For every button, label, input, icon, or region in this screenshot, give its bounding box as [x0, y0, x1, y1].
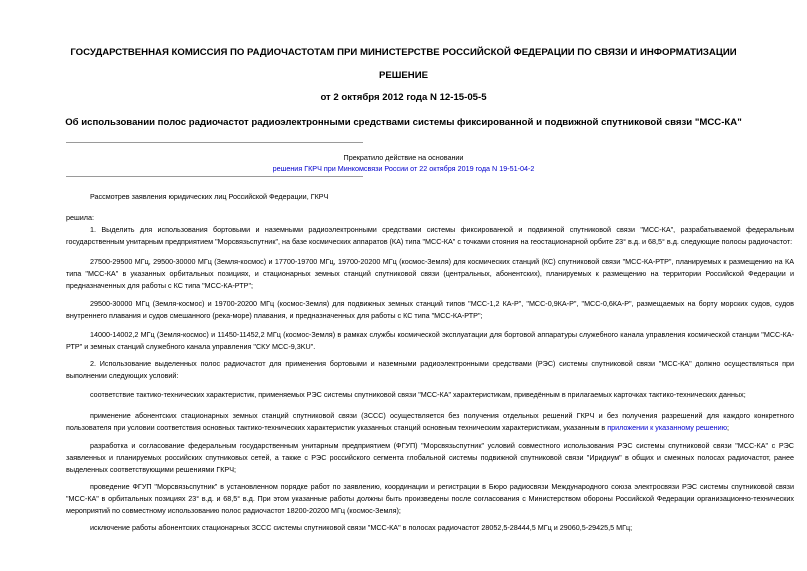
date-number-heading: от 2 октября 2012 года N 12-15-05-5 [320, 92, 487, 103]
document-title: Об использовании полос радиочастот радиоэлектронными средствами системы фиксированной и подвижной спутниковой связи "МСС-КА" [65, 117, 742, 128]
paragraph-band-control: 14000-14002,2 МГц (Земля-космос) и 11450-11452,2 МГц (космос-Земля) в рамках службы космической эксплуатации для бортовой аппаратуры служебного канала управления космической станции "МСС-КА-РТР" и земных станций служебного канала управления "СКУ МСС-9,3KU". [66, 330, 794, 351]
doc-type-heading: РЕШЕНИЕ [378, 70, 429, 81]
paragraph-item-1: 1. Выделить для использования бортовыми и наземными радиоэлектронными средствами системы фиксированной и подвижной спутниковой связи "МСС-КА", разрабатываемой федеральным государственным унитарным предприятием "Морсвязьспутник", на базе космических аппаратов (КА) типа "МСС-КА" с точками стояния на геостационарной орбите 23° в.д. и 68,5° в.д. следующие полосы радиочастот: [66, 225, 794, 246]
paragraph-band-ka: 27500-29500 МГц, 29500-30000 МГц (Земля-космос) и 17700-19700 МГц, 19700-20200 МГц (космос-Земля) для космических станций (КС) спутниковой связи "МСС-КА-РТР", планируемых к размещению на КА типа "МСС-КА" в указанных орбитальных позициях, и стационарных земных станций спутниковой связи (центральных, абонентских), планируемых к размещению на территории Российской Федерации и предназначенных для работы с КС типа "МСС-КА-РТР"; [66, 257, 794, 290]
paragraph-condition-coordination: разработка и согласование федеральным государственным унитарным предприятием (ФГУП) "Морсвязьспутник" условий совместного использования РЭС системы спутниковой связи "МСС-КА" с РЭС заявленных и планируемых российских спутниковых сетей, а также с РЭС российского сегмента глобальной системы подвижной спутниковой связи "Иридиум" в общих и смежных полосах радиочастот, ранее выделенных соответствующими решениями ГКРЧ; [66, 441, 794, 474]
paragraph-condition-registration: проведение ФГУП "Морсвязьспутник" в установленном порядке работ по заявлению, координации и регистрации в Бюро радиосвязи Международного союза электросвязи РЭС системы спутниковой связи "МСС-КА" в орбитальных позициях 23° в.д. и 68,5° в.д. При этом указанные работы должны быть произведены после согласования с Министерством обороны Российской Федерации организационно-технических мероприятий по совместному использованию полос радиочастот 18200-20200 МГц (космос-Земля); [66, 482, 794, 515]
paragraph-text-end: ; [727, 423, 730, 432]
paragraph-decided: решила: [66, 213, 94, 222]
appendix-link[interactable]: приложении к указанному решению [607, 423, 728, 432]
paragraph-text: применение абонентских стационарных земных станций спутниковой связи (ЗССС) осуществляется без получения отдельных решений ГКРЧ и без получения разрешений для каждого конкретного пользователя при условии соответствия основных тактико-технических характеристик указанных станций основным техническим характеристикам, указанным в [66, 411, 794, 432]
paragraph-condition-ttx: соответствие тактико-технических характеристик, применяемых РЭС системы спутниковой связи "МСС-КА" характеристикам, приведённым в прилагаемых карточках тактико-технических данных; [90, 390, 746, 399]
org-heading: ГОСУДАРСТВЕННАЯ КОМИССИЯ ПО РАДИОЧАСТОТАМ ПРИ МИНИСТЕРСТВЕ РОССИЙСКОЙ ФЕДЕРАЦИИ ПО СВЯЗИ И ИНФОРМАТИЗАЦИИ [70, 47, 737, 58]
paragraph-band-mobile: 29500-30000 МГц (Земля-космос) и 19700-20200 МГц (космос-Земля) для подвижных земных станций типов "МСС-1,2 КА-Р", "МСС-0,9КА-Р", "МСС-0,6КА-Р", размещаемых на борту морских судов, судов внутреннего плавания и судов смешанного (река-море) плавания, и предназначенных для работы с КС типа "МСС-КА-РТР"; [66, 299, 794, 320]
paragraph-condition-exclusion: исключение работы абонентских стационарных ЗССС системы спутниковой связи "МСС-КА" в полосах радиочастот 28052,5-28444,5 МГц и 29060,5-29425,5 МГц; [90, 523, 633, 532]
status-text: Прекратило действие на основании [343, 153, 464, 162]
divider-top [66, 142, 363, 143]
divider-bottom [66, 176, 363, 177]
paragraph-considered: Рассмотрев заявления юридических лиц Российской Федерации, ГКРЧ [90, 192, 329, 201]
paragraph-item-2: 2. Использование выделенных полос радиочастот для применения бортовыми и наземными радиоэлектронными средствами (РЭС) системы спутниковой связи "МСС-КА" должно осуществляться при выполнении следующих условий: [66, 359, 794, 380]
paragraph-condition-zsss [66, 410, 794, 434]
status-link[interactable]: решения ГКРЧ при Минкомсвязи России от 22 октября 2019 года N 19-51-04-2 [272, 164, 535, 173]
